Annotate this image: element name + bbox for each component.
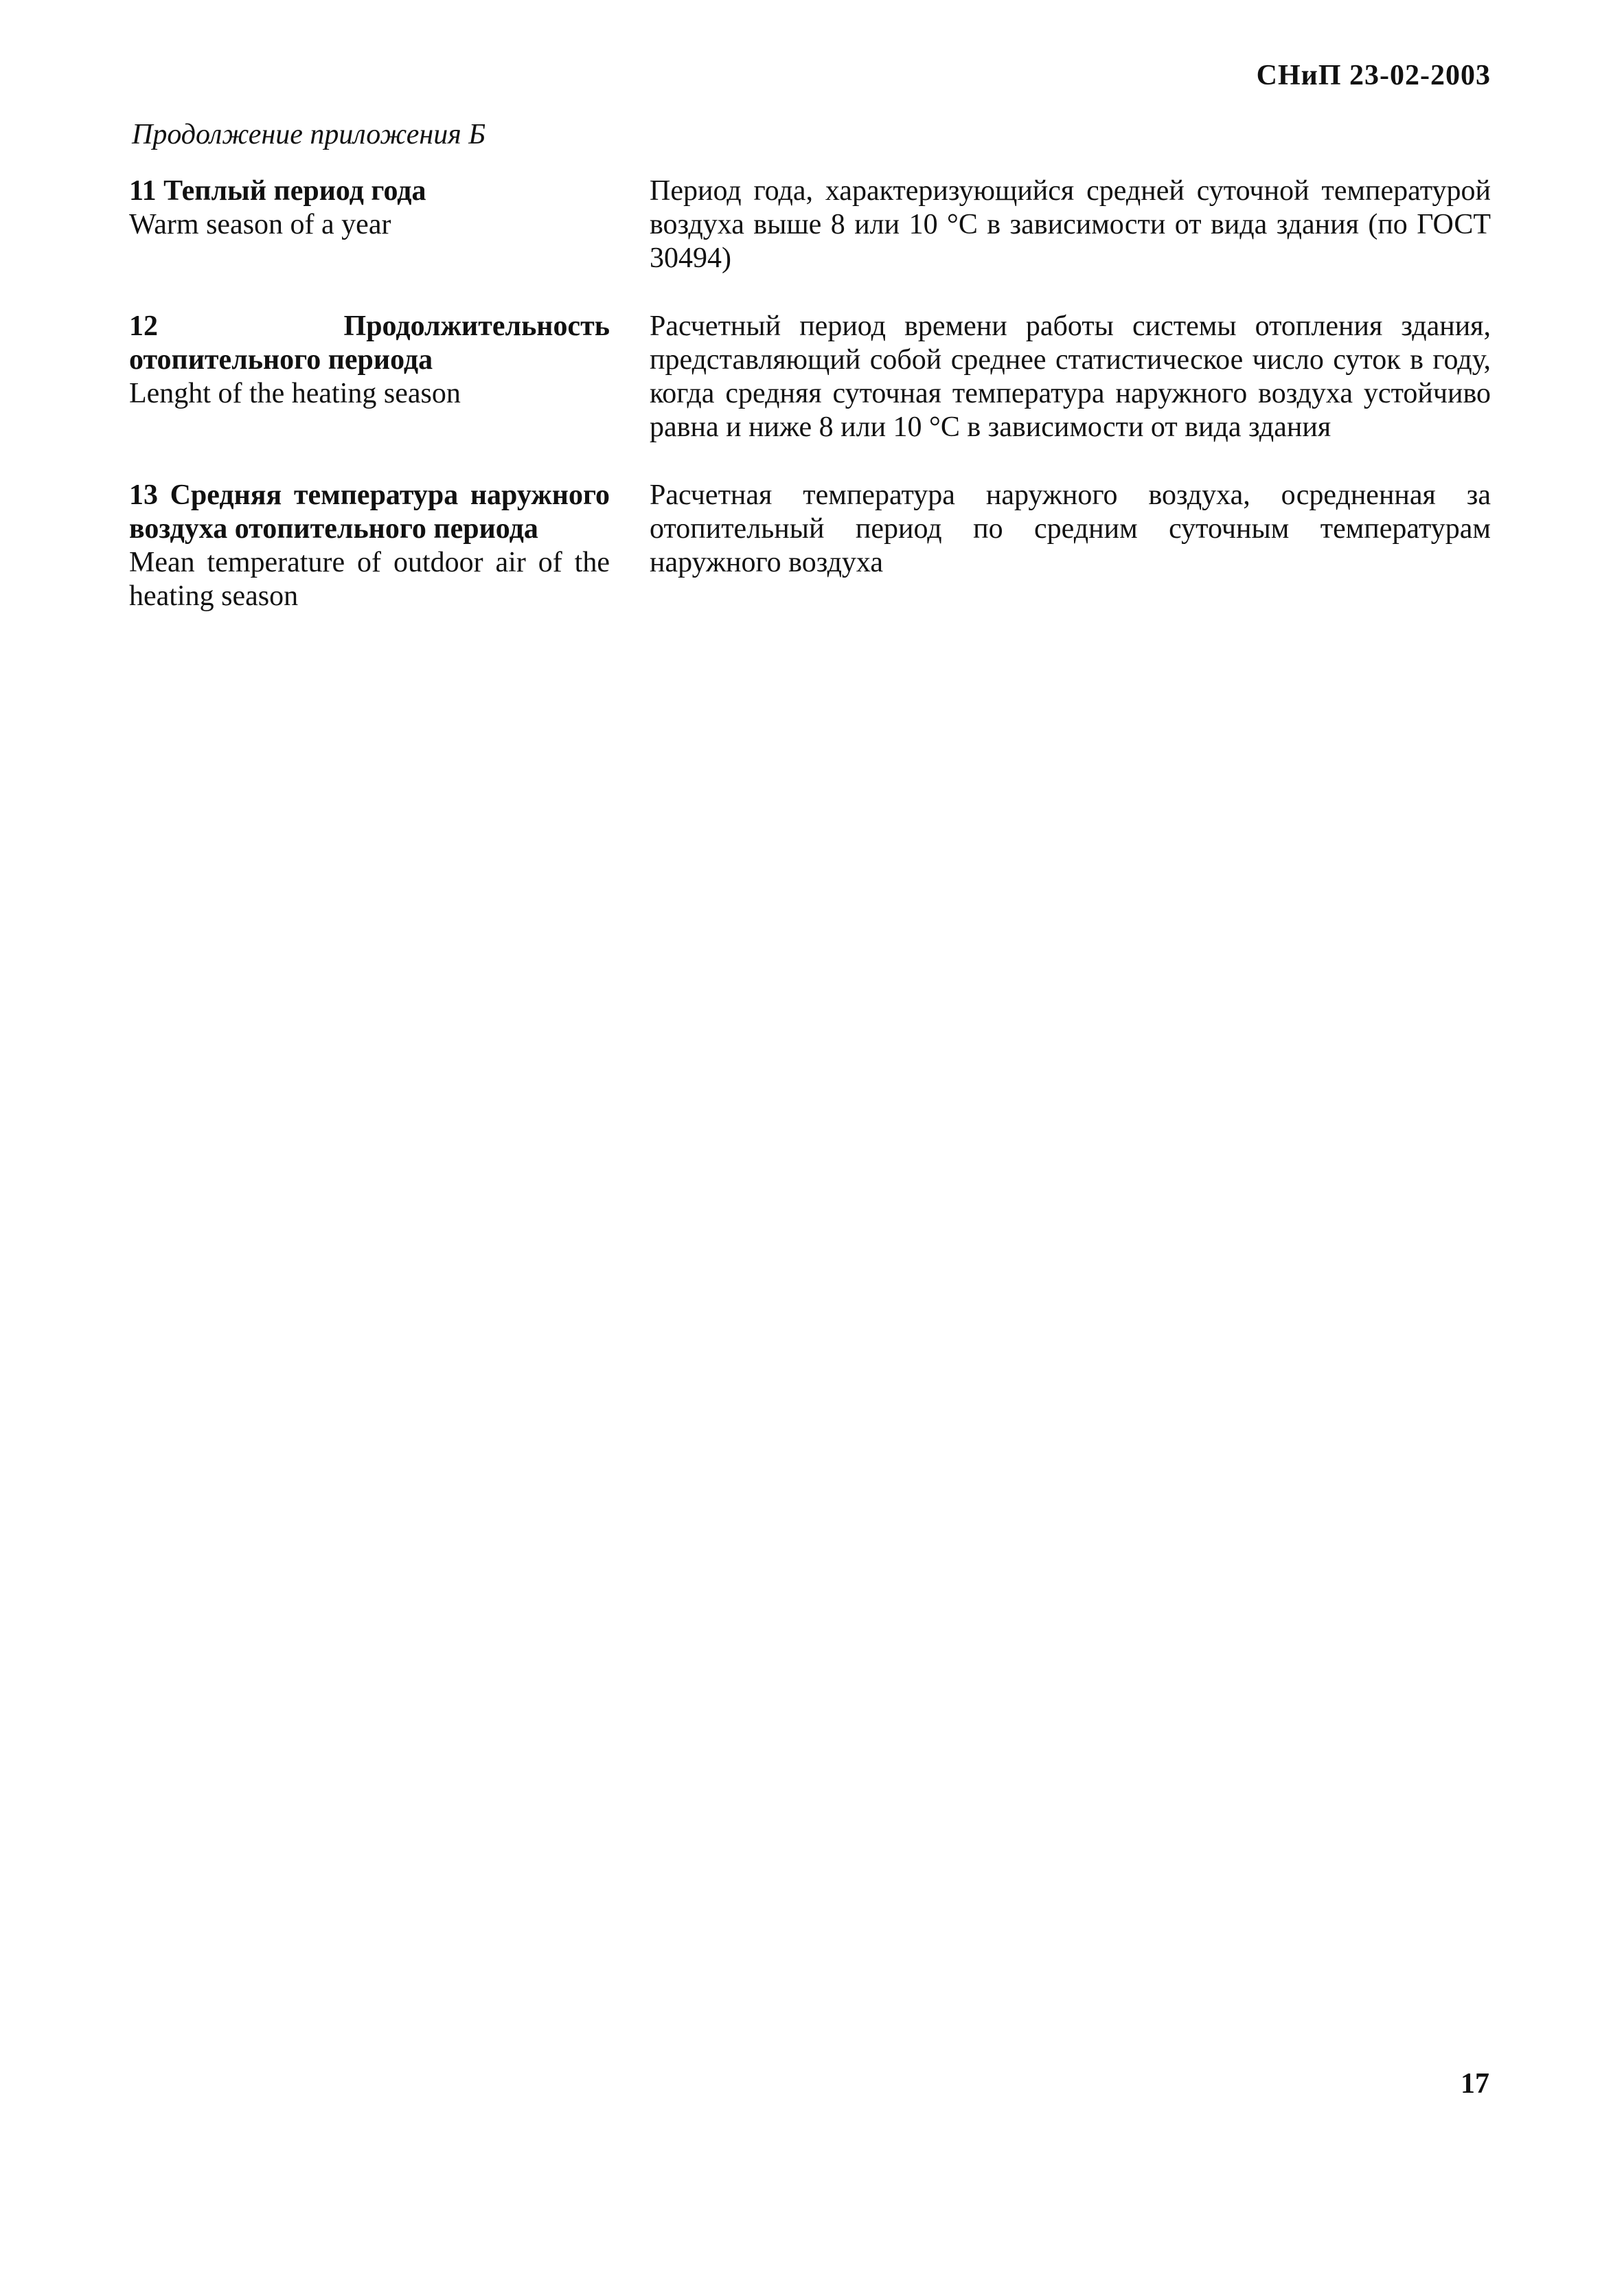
term-entry-11 (129, 174, 1491, 275)
term-entry-12 (129, 310, 1491, 444)
term-russian: 11 Теплый период года (129, 175, 426, 207)
term-column (129, 174, 610, 275)
term-definition: Период года, характеризующийся средней суточной температурой воздуха выше 8 или 10 °С в зависимости от вида здания (по ГОСТ 30494) (650, 175, 1491, 274)
terms-list (129, 174, 1491, 648)
appendix-continuation-caption: Продолжение приложения Б (132, 119, 485, 150)
term-column (129, 310, 610, 444)
term-english: Mean temperature of outdoor air of the heating season (129, 547, 610, 612)
term-entry-13 (129, 479, 1491, 613)
term-english: Lenght of the heating season (129, 378, 461, 409)
term-russian: 13 Средняя температура наружного воздуха отопительного периода (129, 479, 610, 545)
term-english: Warm season of a year (129, 209, 391, 240)
term-definition: Расчетная температура наружного воздуха, осредненная за отопительный период по средним суточным температурам наружного воздуха (650, 479, 1491, 578)
document-code: СНиП 23-02-2003 (1256, 60, 1491, 91)
term-definition: Расчетный период времени работы системы отопления здания, представляющий собой среднее статистическое число суток в году, когда средняя суточная температура наружного воздуха устойчиво равна и ниже 8 или 10 °С в зависимости от вида здания (650, 310, 1491, 443)
term-russian: 12 Продолжительность отопительного периода (129, 310, 610, 376)
page-number: 17 (1461, 2068, 1489, 2100)
term-column (129, 479, 610, 613)
